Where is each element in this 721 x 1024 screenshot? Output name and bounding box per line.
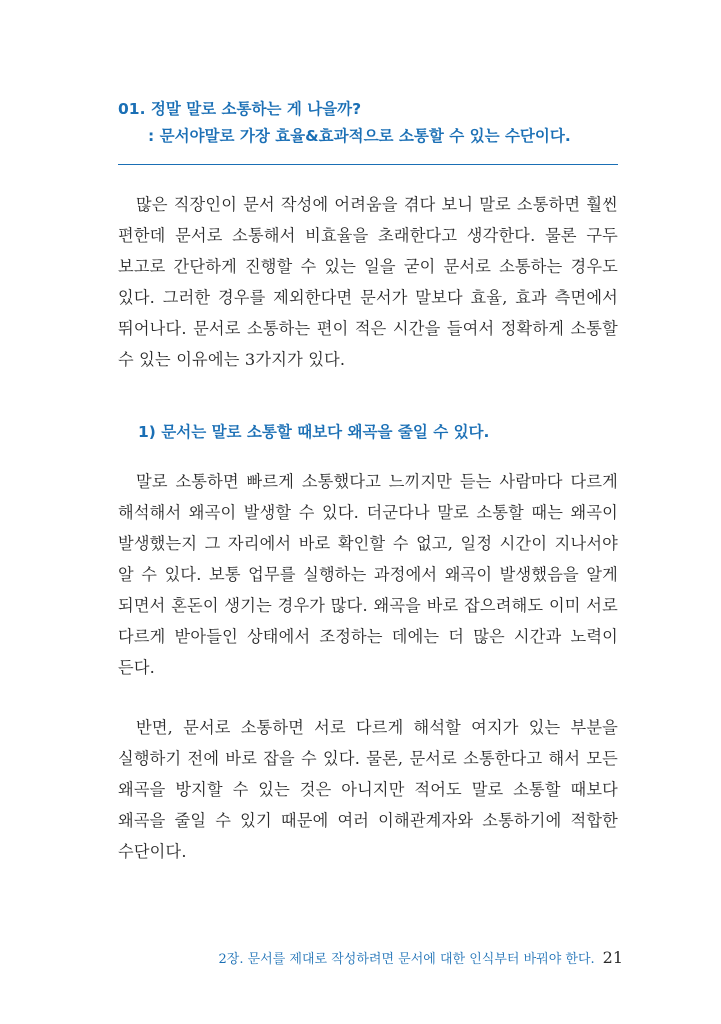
reason-1-paragraph-b: 반면, 문서로 소통하면 서로 다르게 해석할 여지가 있는 부분을 실행하기 전에 바로 잡을 수 있다. 물론, 문서로 소통한다고 해서 모든 왜곡을 방지할 수 있는 것은 아니지만 적어도 말로 소통할 때보다 왜곡을 줄일 수 있기 때문에 여러 이해관계자와 소통하기에 적합한 수단이다. <box>118 718 618 862</box>
reason-1-paragraph-a: 말로 소통하면 빠르게 소통했다고 느끼지만 듣는 사람마다 다르게 해석해서 왜곡이 발생할 수 있다. 더군다나 말로 소통할 때는 왜곡이 발생했는지 그 자리에서 바로 확인할 수 없고, 일정 시간이 지나서야 알 수 있다. 보통 업무를 실행하는 과정에서 왜곡이 발생했음을 알게 되면서 혼돈이 생기는 경우가 많다. 왜곡을 바로 잡으려해도 이미 서로 다르게 받아들인 상태에서 조정하는 데에는 더 많은 시간과 노력이 든다. <box>118 472 618 678</box>
chapter-running-title: 2장. 문서를 제대로 작성하려면 문서에 대한 인식부터 바꿔야 한다. <box>218 952 595 967</box>
reason-1-heading: 1) 문서는 말로 소통할 때보다 왜곡을 줄일 수 있다. <box>138 423 490 441</box>
section-subtitle: : 문서야말로 가장 효율&효과적으로 소통할 수 있는 수단이다. <box>148 127 571 145</box>
section-heading <box>118 96 618 150</box>
heading-divider <box>118 164 618 165</box>
page-footer <box>219 948 623 970</box>
section-title: 01. 정말 말로 소통하는 게 나을까? <box>118 100 362 118</box>
page-number: 21 <box>602 948 623 967</box>
intro-paragraph: 많은 직장인이 문서 작성에 어려움을 겪다 보니 말로 소통하면 훨씬 편한데 문서로 소통해서 비효율을 초래한다고 생각한다. 물론 구두 보고로 간단하게 진행할 수 있는 일을 굳이 문서로 소통하는 경우도 있다. 그러한 경우를 제외한다면 문서가 말보다 효율, 효과 측면에서 뛰어나다. 문서로 소통하는 편이 적은 시간을 들여서 정확하게 소통할 수 있는 이유에는 3가지가 있다. <box>118 195 618 370</box>
